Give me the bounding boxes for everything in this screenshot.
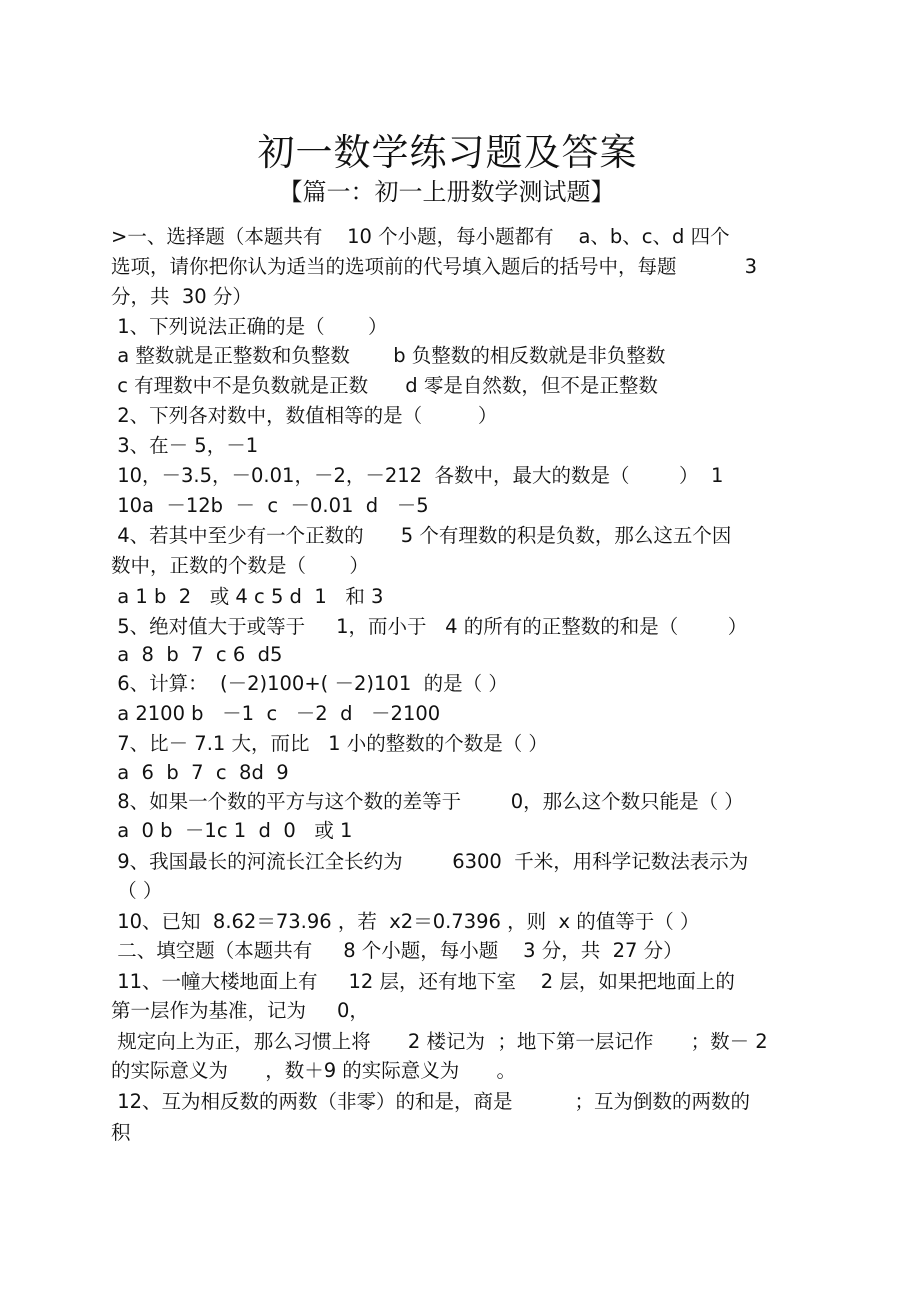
body-line: 的实际意义为 ，数＋9 的实际意义为 。 [111, 1059, 516, 1082]
body-line: 6、计算： (－2)100+( －2)101 的是（ ） [111, 672, 508, 695]
body-line: 12、互为相反数的两数（非零）的和是，商是 ；互为倒数的两数的 [111, 1090, 750, 1113]
body-line: 11、一幢大楼地面上有 12 层，还有地下室 2 层，如果把地面上的 [111, 970, 735, 993]
body-line: 10、已知 8.62＝73.96 ，若 x2＝0.7396 ，则 x 的值等于（ ） [111, 910, 700, 933]
body-line: 3、在－ 5，－1 [111, 434, 259, 457]
body-line: 4、若其中至少有一个正数的 5 个有理数的积是负数，那么这五个因 [111, 524, 732, 547]
body-line: 9、我国最长的河流长江全长约为 6300 千米，用科学记数法表示为 [111, 850, 749, 873]
body-line: 规定向上为正，那么习惯上将 2 楼记为 ；地下第一层记作 ；数－ 2 [111, 1030, 768, 1053]
body-line: 10，－3.5，－0.01，－2，－212 各数中，最大的数是（ ） 1 [111, 464, 724, 487]
body-line: （ ） [111, 879, 163, 902]
body-line: 第一层作为基准，记为 0， [111, 999, 369, 1022]
body-line: 数中，正数的个数是（ ） [111, 554, 369, 577]
body-line: 积 [111, 1121, 131, 1144]
body-line: 二、填空题（本题共有 8 个小题，每小题 3 分，共 27 分） [111, 939, 683, 962]
body-line: >一、选择题（本题共有 10 个小题，每小题都有 a、b、c、d 四个 [111, 225, 730, 248]
body-line: a 0 b －1c 1 d 0 或 1 [111, 819, 353, 842]
body-line: a 1 b 2 或 4 c 5 d 1 和 3 [111, 585, 384, 608]
document-title: 初一数学练习题及答案 [257, 131, 638, 174]
body-line: 分，共 30 分） [111, 285, 252, 308]
document-subtitle: 【篇一：初一上册数学测试题】 [278, 178, 615, 206]
body-line: a 8 b 7 c 6 d5 [111, 643, 283, 666]
body-line: c 有理数中不是负数就是正数 d 零是自然数，但不是正整数 [111, 374, 658, 397]
body-line: 5、绝对值大于或等于 1，而小于 4 的所有的正整数的和是（ ） [111, 615, 748, 638]
body-line: 10a －12b － c －0.01 d －5 [111, 494, 429, 517]
body-line: 选项，请你把你认为适当的选项前的代号填入题后的括号中，每题 3 [111, 255, 758, 278]
body-line: a 2100 b －1 c －2 d －2100 [111, 702, 441, 725]
body-line: 8、如果一个数的平方与这个数的差等于 0，那么这个数只能是（ ） [111, 790, 744, 813]
body-line: 1、下列说法正确的是（ ） [111, 315, 388, 338]
body-line: 7、比－ 7.1 大，而比 1 小的整数的个数是（ ） [111, 732, 548, 755]
body-line: a 整数就是正整数和负整数 b 负整数的相反数就是非负整数 [111, 344, 666, 367]
body-line: a 6 b 7 c 8d 9 [111, 761, 289, 784]
body-line: 2、下列各对数中，数值相等的是（ ） [111, 404, 498, 427]
